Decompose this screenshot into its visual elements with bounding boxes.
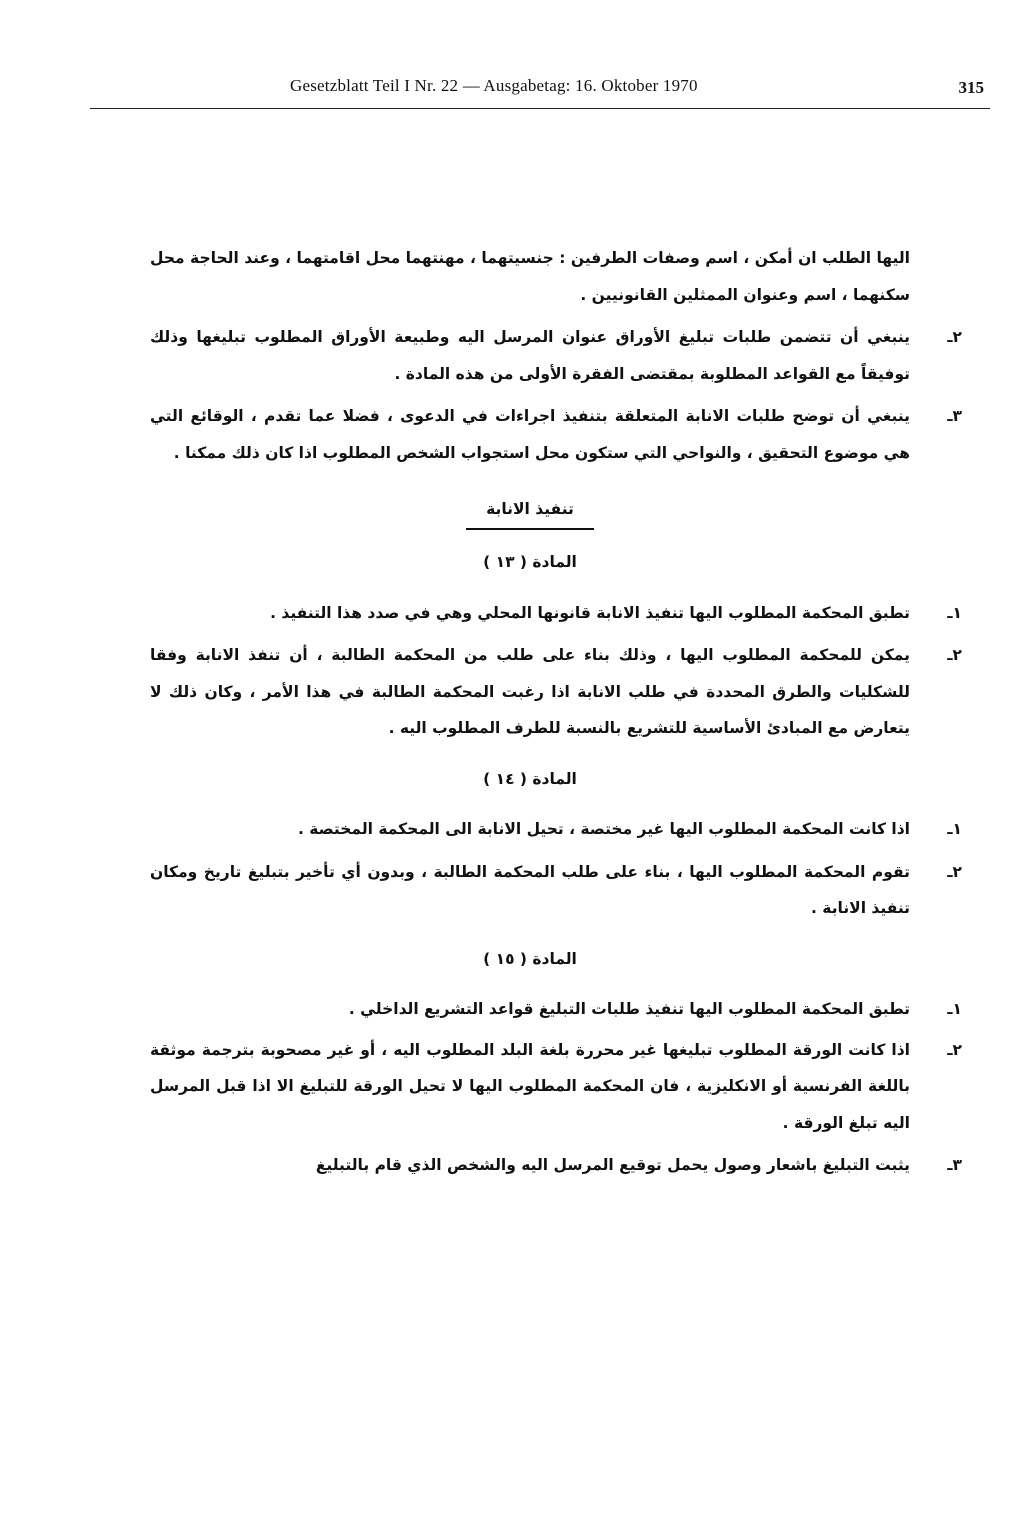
article-14-item-1 bbox=[150, 811, 962, 848]
page-header bbox=[90, 72, 990, 109]
paragraph-number: ٣ـ bbox=[947, 1156, 962, 1174]
paragraph-text: يثبت التبليغ باشعار وصول يحمل توقيع المرسل اليه والشخص الذي قام بالتبليغ bbox=[315, 1156, 910, 1174]
article-15-title: المادة ( ١٥ ) bbox=[483, 949, 577, 968]
section-heading bbox=[150, 491, 910, 530]
paragraph-number: ١ـ bbox=[947, 603, 962, 622]
page-number: 315 bbox=[958, 78, 984, 97]
paragraph-text: تطبق المحكمة المطلوب اليها تنفيذ طلبات التبليغ قواعد التشريع الداخلي . bbox=[348, 1000, 910, 1018]
paragraph-number: ٢ـ bbox=[947, 328, 962, 346]
paragraph-number: ١ـ bbox=[947, 1000, 962, 1018]
article-13-item-2 bbox=[150, 637, 962, 747]
paragraph-text: تقوم المحكمة المطلوب اليها ، بناء على طلب المحكمة الطالبة ، وبدون أي تأخير بتبليغ تاريخ ومكان تنفيذ الانابة . bbox=[150, 862, 910, 917]
document-body bbox=[150, 240, 962, 1184]
article-15-item-3 bbox=[150, 1147, 962, 1184]
paragraph-text: اذا كانت المحكمة المطلوب اليها غير مختصة ، تحيل الانابة الى المحكمة المختصة . bbox=[297, 820, 910, 838]
article-13-item-1 bbox=[150, 595, 962, 632]
article-15-item-1 bbox=[150, 991, 962, 1028]
paragraph-2 bbox=[150, 319, 962, 392]
article-15-item-2 bbox=[150, 1032, 962, 1142]
paragraph-number: ١ـ bbox=[947, 820, 962, 838]
intro-paragraph: اليها الطلب ان أمكن ، اسم وصفات الطرفين : جنسيتهما ، مهنتهما محل اقامتهما ، وعند الحاجة محل سكنهما ، اسم وعنوان الممثلين القانونيين . bbox=[150, 249, 910, 304]
paragraph-3 bbox=[150, 398, 962, 471]
article-13-title: المادة ( ١٣ ) bbox=[483, 553, 577, 571]
paragraph-number: ٢ـ bbox=[947, 862, 962, 881]
article-14-item-2 bbox=[150, 854, 962, 927]
paragraph-text: يمكن للمحكمة المطلوب اليها ، وذلك بناء على طلب من المحكمة الطالبة ، أن تنفذ الانابة وفقا للشكليات والطرق المحددة في طلب الانابة اذا رغبت المحكمة الطالبة في هذا الأمر ، وكان ذلك لا يتعارض مع المبادئ الأساسية للتشريع بالنسبة للطرف المطلوب اليه . bbox=[150, 646, 910, 737]
paragraph-text: اذا كانت الورقة المطلوب تبليغها غير محررة بلغة البلد المطلوب اليه ، أو غير مصحوبة بترجمة موثقة باللغة الفرنسية أو الانكليزية ، فان المحكمة المطلوب اليها لا تحيل الورقة للتبليغ الا اذا قبل المرسل اليه تبلغ الورقة . bbox=[150, 1040, 910, 1132]
header-title: Gesetzblatt Teil I Nr. 22 — Ausgabetag: 16. Oktober 1970 bbox=[290, 76, 698, 95]
paragraph-text: ينبغي أن توضح طلبات الانابة المتعلقة بتنفيذ اجراءات في الدعوى ، فضلا عما تقدم ، الوقائع التي هي موضوع التحقيق ، والنواحي التي ستكون محل استجواب الشخص المطلوب اذا كان ذلك ممكنا . bbox=[150, 407, 910, 462]
paragraph-text: تطبق المحكمة المطلوب اليها تنفيذ الانابة قانونها المحلي وهي في صدد هذا التنفيذ . bbox=[270, 603, 910, 622]
paragraph-number: ٣ـ bbox=[947, 407, 962, 425]
paragraph-text: ينبغي أن تتضمن طلبات تبليغ الأوراق عنوان المرسل اليه وطبيعة الأوراق المطلوب تبليغها وذلك توفيقاً مع القواعد المطلوبة بمقتضى الفقرة الأولى من هذه المادة . bbox=[150, 328, 910, 383]
article-14-title: المادة ( ١٤ ) bbox=[483, 769, 577, 788]
paragraph-number: ٢ـ bbox=[947, 646, 962, 664]
section-heading-text: تنفيذ الانابة bbox=[466, 494, 594, 530]
paragraph-number: ٢ـ bbox=[947, 1040, 962, 1059]
